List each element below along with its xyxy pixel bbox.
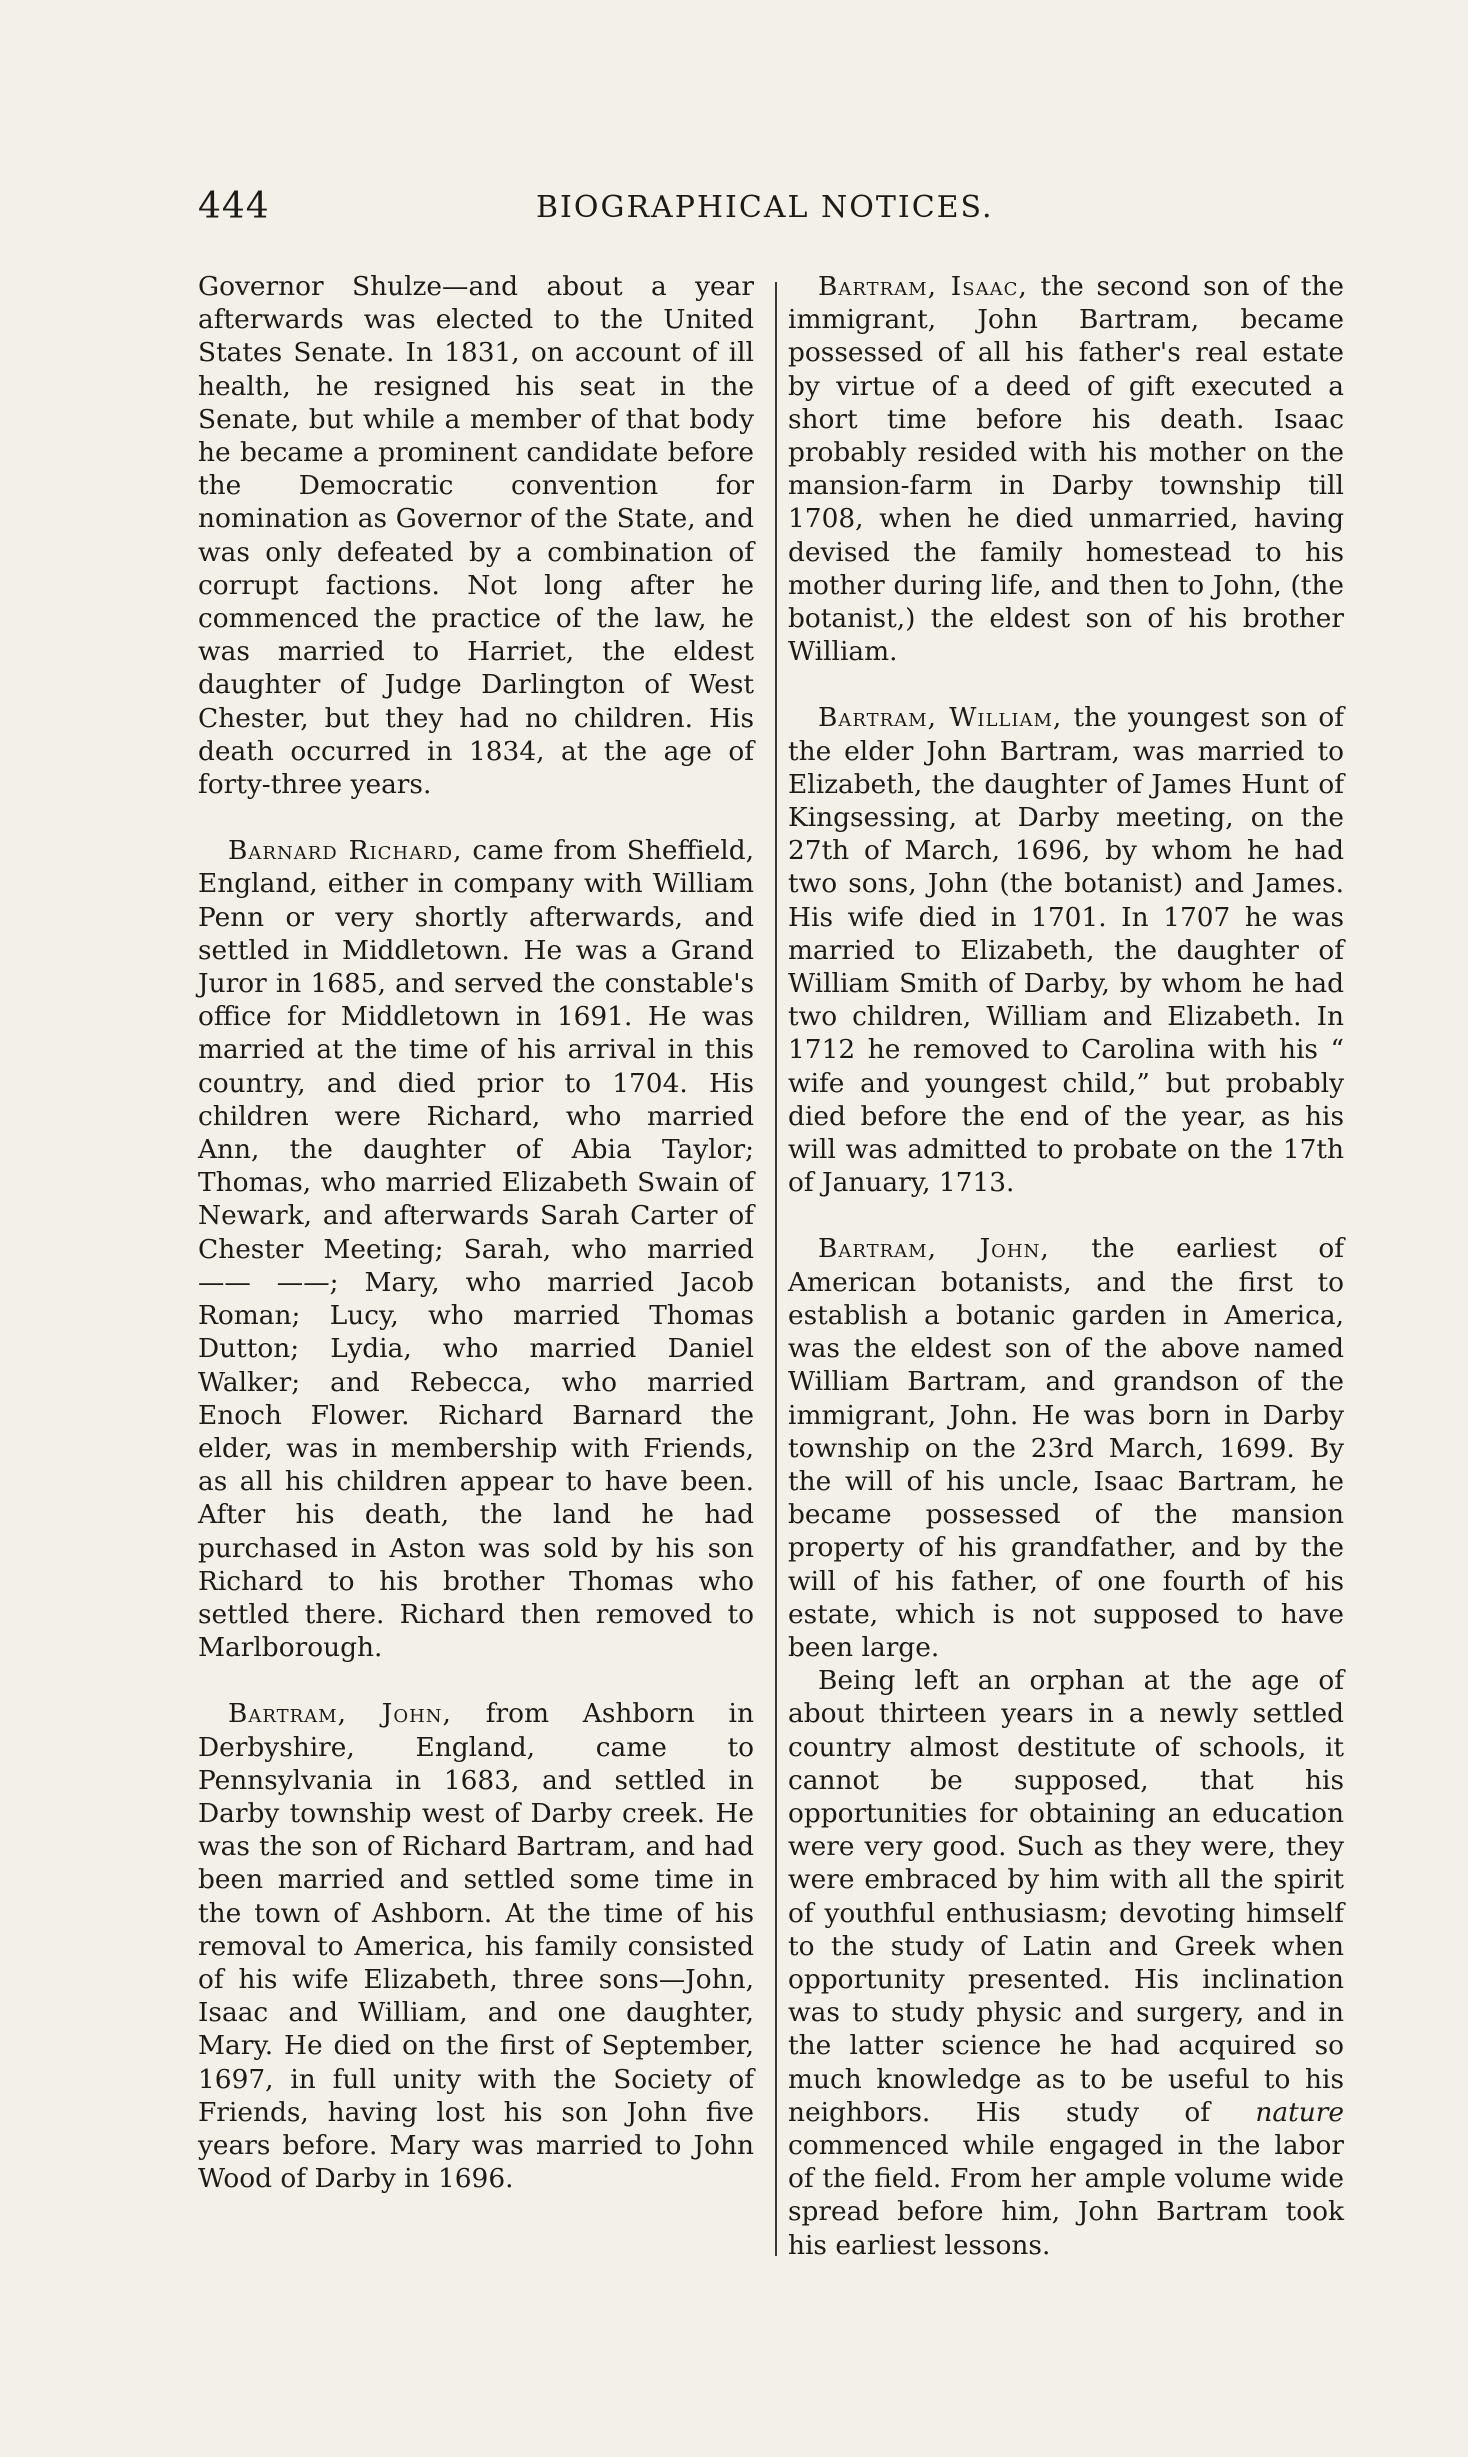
entry-name: Bartram, Isaac,: [818, 271, 1028, 302]
entry-name: Barnard Richard,: [228, 835, 463, 867]
entry-bartram-isaac: [788, 270, 1344, 668]
column-divider: [775, 282, 777, 2256]
entry-name: Bartram, John,: [818, 1233, 1050, 1265]
entry-text: the earliest of American botanists, and the first to establish a botanic garden in America, was the eldest son of the above named William Bartram, and grandson of the immigrant, John. He was born in Darby township on the 23rd March, 1699. By the will of his uncle, Isaac Bartram, he became possessed of the mansion property of his grandfather, and by the will of his father, of one fourth of his estate, which is not supposed to have been large.: [788, 1233, 1344, 1663]
entry-name: Bartram, John,: [228, 1698, 452, 1730]
entry-text: the second son of the immigrant, John Bartram, became possessed of all his father's real estate by virtue of a deed of gift executed a short time before his death. Isaac probably resided with his mother on the mansion-farm in Darby township till 1708, when he died unmarried, having devised the family homestead to his mother during life, and then to John, (the botanist,) the eldest son of his brother William.: [788, 271, 1344, 668]
running-head: BIOGRAPHICAL NOTICES.: [536, 190, 994, 225]
entry-text: came from Sheffield, England, either in company with William Penn or very shortly afterwards, and settled in Middletown. He was a Grand Juror in 1685, and served the constable's office for Middletown in 1691. He was married at the time of his arrival in this country, and died prior to 1704. His children were Richard, who married Ann, the daughter of Abia Taylor; Thomas, who married Elizabeth Swain of Newark, and afterwards Sarah Carter of Chester Meeting; Sarah, who married —— ——; Mary, who married Jacob Roman; Lucy, who married Thomas Dutton; Lydia, who married Daniel Walker; and Rebecca, who married Enoch Flower. Richard Barnard the elder, was in membership with Friends, as all his children appear to have been. After his death, the land he had purchased in Aston was sold by his son Richard to his brother Thomas who settled there. Richard then removed to Marlborough.: [198, 835, 755, 1664]
right-column: [788, 270, 1344, 2262]
entry-bartram-john-botanist: [788, 1232, 1344, 1664]
italic-word: nature: [1255, 2096, 1344, 2128]
page-header: [198, 186, 1198, 236]
left-column: [198, 270, 754, 2195]
paragraph-text: commenced while engaged in the labor of the field. From her ample volume wide spread before him, John Bartram took his earliest lessons.: [788, 2129, 1344, 2261]
entry-barnard-richard: [198, 834, 754, 1664]
paragraph-text: Being left an orphan at the age of about thirteen years in a newly settled country almost destitute of schools, it cannot be supposed, that his opportunities for obtaining an education were very good. Such as they were, they were embraced by him with all the spirit of youthful enthusiasm; devoting himself to the study of Latin and Greek when opportunity presented. His inclination was to study physic and surgery, and in the latter science he had acquired so much knowledge as to be useful to his neighbors. His study of: [788, 1665, 1344, 2128]
continuation-paragraph: Governor Shulze—and about a year afterwards was elected to the United States Senate. In 1831, on account of ill health, he resigned his seat in the Senate, but while a member of that body he became a prominent candidate before the Democratic convention for nomination as Governor of the State, and was only defeated by a combination of corrupt factions. Not long after he commenced the practice of the law, he was married to Harriet, the eldest daughter of Judge Darlington of West Chester, but they had no children. His death occurred in 1834, at the age of forty-three years.: [198, 271, 754, 801]
botanist-early-life-paragraph: [788, 1664, 1344, 2262]
entry-text: from Ashborn in Derbyshire, England, came to Pennsylvania in 1683, and settled in Darby township west of Darby creek. He was the son of Richard Bartram, and had been married and settled some time in the town of Ashborn. At the time of his removal to America, his family consisted of his wife Elizabeth, three sons—John, Isaac and William, and one daughter, Mary. He died on the first of September, 1697, in full unity with the Society of Friends, having lost his son John five years before. Mary was married to John Wood of Darby in 1696.: [198, 1698, 754, 2195]
entry-bartram-william: [788, 701, 1344, 1199]
entry-text: the youngest son of the elder John Bartram, was married to Elizabeth, the daughter of James Hunt of Kingsessing, at Darby meeting, on the 27th of March, 1696, by whom he had two sons, John (the botanist) and James. His wife died in 1701. In 1707 he was married to Elizabeth, the daughter of William Smith of Darby, by whom he had two children, William and Elizabeth. In 1712 he removed to Carolina with his “ wife and youngest child,” but probably died before the end of the year, as his will was admitted to probate on the 17th of January, 1713.: [788, 702, 1344, 1199]
entry-bartram-john-elder: [198, 1697, 754, 2195]
page-number: 444: [198, 186, 270, 227]
entry-name: Bartram, William,: [818, 702, 1063, 734]
